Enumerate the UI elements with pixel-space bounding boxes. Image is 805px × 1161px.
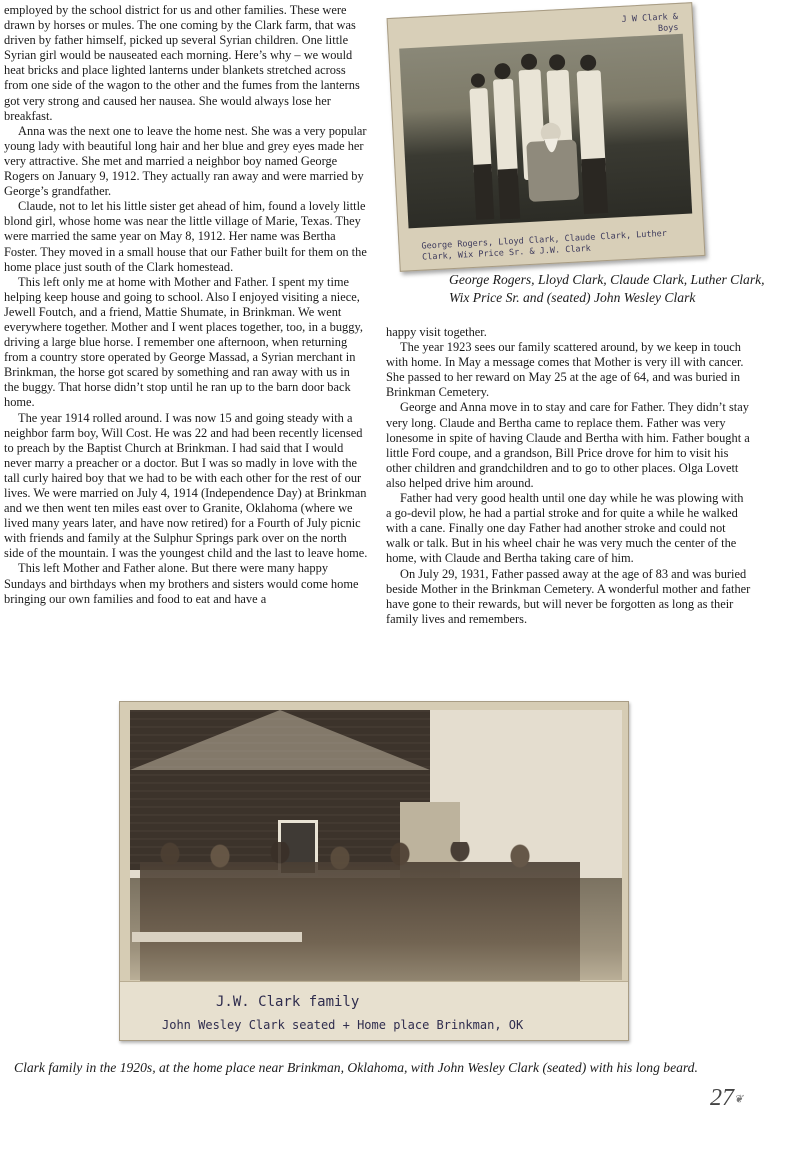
paragraph: The year 1923 sees our family scattered around, by we keep in touch with home. In May a message comes that Mother is very ill with cancer. She passed to her reward on May 25 at the age of 64, and was buried in Brinkman Cemetery. [386, 340, 744, 400]
paragraph: On July 29, 1931, Father passed away at the age of 83 and was buried beside Mother in the Brinkman Cemetery. A wonderful mother and father have gone to their rewards, but will never be forgotten as long as their family lives and remembers. [386, 566, 751, 626]
paragraph: employed by the school district for us and other families. These were drawn by horses or mules. The one coming by the Clark farm, that was driven by father himself, picked up several Syrian children. One little Syrian girl would be nauseated each morning. Here’s why – we would heat bricks and place lighted lanterns under blankets stretched across from one side of the wagon to the other and the fumes from the lanterns got very strong and caused her nausea. She would always lose her breakfast. [4, 3, 360, 123]
paragraph: Father had very good health until one day while he was plowing with a go-devil plow, he had a partial stroke and for quite a while he walked with a cane. Finally one day Father had another stroke and could not walk or talk. But in his wheel chair he was very much the center of the home, with Claude and Bertha taking care of him. [386, 491, 744, 566]
top-photo-caption: George Rogers, Lloyd Clark, Claude Clark, Luther Clark, Wix Price Sr. and (seated) John Wesley Clark [449, 272, 765, 305]
page-number [710, 1085, 770, 1112]
paragraph: This left Mother and Father alone. But there were many happy Sundays and birthdays when my brothers and sisters would come home bringing our own families and food to eat and have a [4, 561, 359, 606]
handwritten-family-label: J.W. Clark family [216, 994, 360, 1010]
barn-roof [130, 710, 430, 770]
flourish-icon: ❦ [734, 1093, 744, 1106]
corner-handwritten-note: J W Clark & Boys [621, 11, 679, 34]
paragraph: Anna was the next one to leave the home nest. She was a very popular young lady with beautiful long hair and her blue and grey eyes made her very attractive. She met and married a neighbor boy named George Rogers on January 9, 1912. They actually ran away and were married by George’s grandfather. [4, 123, 367, 199]
photo-image-area [399, 34, 692, 229]
right-text-column [386, 325, 752, 627]
page-number-value: 27 [710, 1085, 734, 1111]
paragraph: George and Anna move in to stay and care for Father. They didn’t stay very long. Claude and Bertha came to replace them. Father was very lonesome in spite of having Claude and Bertha with him. Father bought a little Ford coupe, and a grandson, Bill Price drove for him to visit his other children and grandchildren and to go to other places. Olga Lovett also helped drive him around. [386, 400, 750, 490]
family-men-photo [387, 2, 706, 272]
photo-caption-strip [120, 981, 628, 1040]
left-text-column [4, 3, 368, 607]
bottom-handwritten-note: George Rogers, Lloyd Clark, Claude Clark, Luther Clark, Wix Price Sr. & J.W. Clark [421, 228, 668, 263]
paragraph: Claude, not to let his little sister get ahead of him, found a lovely little blond girl, whose home was near the little village of Marie, Texas. They were married the same year on May 8, 1912. Her name was Bertha Foster. They moved in a small house that our Father built for them on the home place just south of the Clark homestead. [4, 199, 367, 274]
family-crowd [140, 842, 580, 982]
paragraph: The year 1914 rolled around. I was now 15 and going steady with a neighbor farm boy, Will Cost. He was 22 and had been recently licensed to preach by the Baptist Church at Brinkman. I had said that I would never marry a preacher or a doctor. But I was so madly in love with the tall curly haired boy that we had to be with each other for the rest of our lives. We were married on July 4, 1914 (Independence Day) at Brinkman and we then went ten miles east over to Granite, Oklahoma (where we lived many years later, and have now retired) for a Fourth of July picnic with friends and family at the Sulphur Springs park over on the north side of the mountain. I was the youngest child and the last to leave home. [4, 410, 368, 561]
men-figures-illustration [399, 34, 692, 229]
family-gathering-photo [119, 701, 629, 1041]
paragraph: This left only me at home with Mother and Father. I spent my time helping keep house and going to school. Also I enjoyed visiting a niece, Jewell Foutch, and a friend, Mattie Shumate, in Brinkman. We went everywhere together. Mother and I went places together, too, in a buggy, driving a large blue horse. I remember one afternoon, when returning from a country store operated by George Massad, a Syrian merchant in Brinkman, the horse got scared by something and ran away with us in the buggy. That horse didn’t stop until he ran up to the barn door back home. [4, 274, 363, 410]
picnic-table [132, 932, 302, 942]
bottom-photo-caption: Clark family in the 1920s, at the home place near Brinkman, Oklahoma, with John Wesley Clark (seated) with his long beard. [14, 1060, 698, 1075]
handwritten-place-label: John Wesley Clark seated + Home place Brinkman, OK [162, 1018, 524, 1032]
paragraph: happy visit together. [386, 325, 487, 339]
